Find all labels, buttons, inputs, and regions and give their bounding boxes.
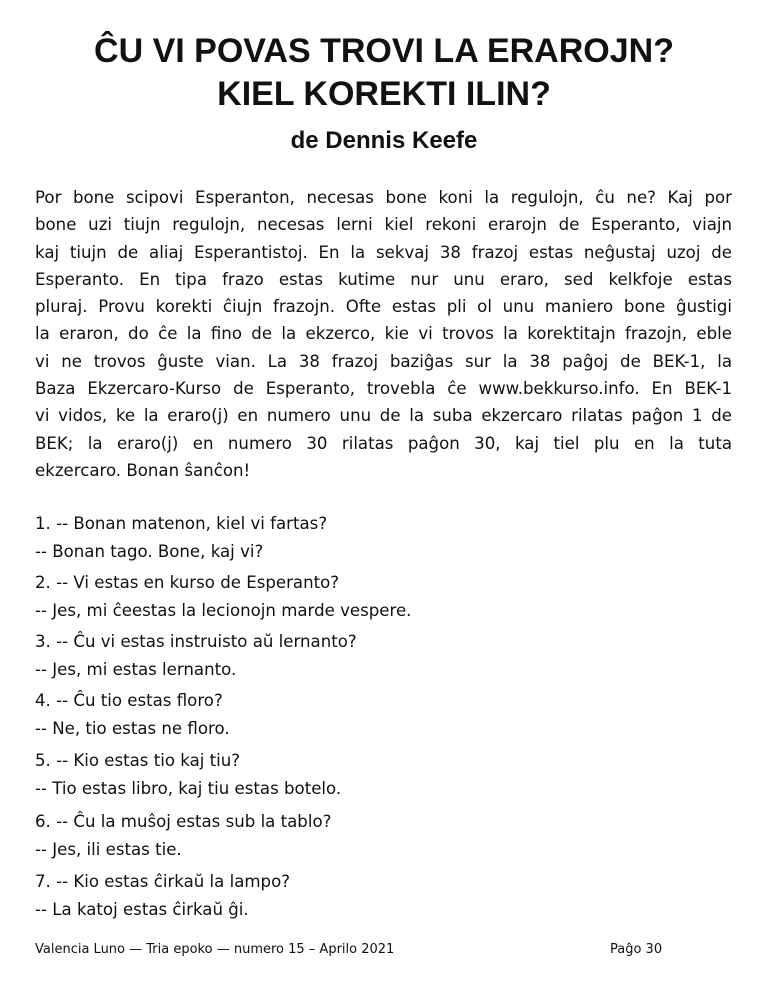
intro-line: kaj tiujn de aliaj Esperantistoj. En la sekvaj 38 frazoj estas neĝustaj uzoj de xyxy=(35,242,732,262)
byline: de Dennis Keefe xyxy=(290,127,478,154)
intro-line: Baza Ekzercaro-Kurso de Esperanto, trovebla ĉe www.bekkurso.info. En BEK-1 xyxy=(35,379,732,399)
question: 5. -- Kio estas tio kaj tiu? xyxy=(35,751,241,770)
answer: -- Bonan tago. Bone, kaj vi? xyxy=(35,541,264,561)
intro-line: la eraron, do ĉe la fino de la ekzerco, kie vi trovos la korektitajn frazojn, eble xyxy=(35,324,732,344)
title-line-2: KIEL KOREKTI ILIN? xyxy=(217,75,551,113)
exercise-item-4 xyxy=(35,687,735,742)
intro-line: ekzercaro. Bonan ŝanĉon! xyxy=(35,460,251,480)
intro-line: vi ne trovos ĝuste vian. La 38 frazoj baziĝas sur la 38 paĝoj de BEK-1, la xyxy=(35,351,732,371)
title-line-1: ĈU VI POVAS TROVI LA ERAROJN? xyxy=(94,32,674,70)
answer: -- La katoj estas ĉirkaŭ ĝi. xyxy=(35,899,249,919)
answer: -- Jes, mi estas lernanto. xyxy=(35,659,237,679)
question: 7. -- Kio estas ĉirkaŭ la lampo? xyxy=(35,872,291,891)
exercise-item-3 xyxy=(35,628,735,683)
answer: -- Jes, ili estas tie. xyxy=(35,839,182,859)
exercise-item-2 xyxy=(35,569,735,624)
exercise-item-5 xyxy=(35,747,735,802)
answer: -- Ne, tio estas ne floro. xyxy=(35,718,230,738)
intro-line: BEK; la eraro(j) en numero 30 rilatas paĝon 30, kaj tiel plu en la tuta xyxy=(35,433,732,453)
page-number: Paĝo 30 xyxy=(610,942,663,957)
question: 1. -- Bonan matenon, kiel vi fartas? xyxy=(35,514,328,533)
question: 3. -- Ĉu vi estas instruisto aŭ lernanto? xyxy=(35,632,357,651)
exercise-item-7 xyxy=(35,868,735,923)
intro-line: Esperanto. En tipa frazo estas kutime nur unu eraro, sed kelkfoje estas xyxy=(35,269,732,289)
intro-line: pluraj. Provu korekti ĉiujn frazojn. Ofte estas pli ol unu maniero bone ĝustigi xyxy=(35,297,732,317)
exercise-item-1 xyxy=(35,510,735,565)
question: 6. -- Ĉu la muŝoj estas sub la tablo? xyxy=(35,812,332,831)
intro-line: Por bone scipovi Esperanton, necesas bone koni la regulojn, ĉu ne? Kaj por xyxy=(35,188,732,207)
exercise-item-6 xyxy=(35,808,735,863)
intro-line: vi vidos, ke la eraro(j) en numero unu de la suba ekzercaro rilatas paĝon 1 de xyxy=(35,406,732,426)
question: 4. -- Ĉu tio estas floro? xyxy=(35,691,223,710)
answer: -- Tio estas libro, kaj tiu estas botelo. xyxy=(35,778,342,798)
intro-line: bone uzi tiujn regulojn, necesas lerni kiel rekoni erarojn de Esperanto, viajn xyxy=(35,215,732,235)
question: 2. -- Vi estas en kurso de Esperanto? xyxy=(35,573,340,592)
answer: -- Jes, mi ĉeestas la lecionojn marde vespere. xyxy=(35,600,412,620)
page-title xyxy=(0,30,768,116)
intro-paragraph xyxy=(35,184,732,484)
footer-publication: Valencia Luno — Tria epoko — numero 15 – Aprilo 2021 xyxy=(35,942,395,957)
